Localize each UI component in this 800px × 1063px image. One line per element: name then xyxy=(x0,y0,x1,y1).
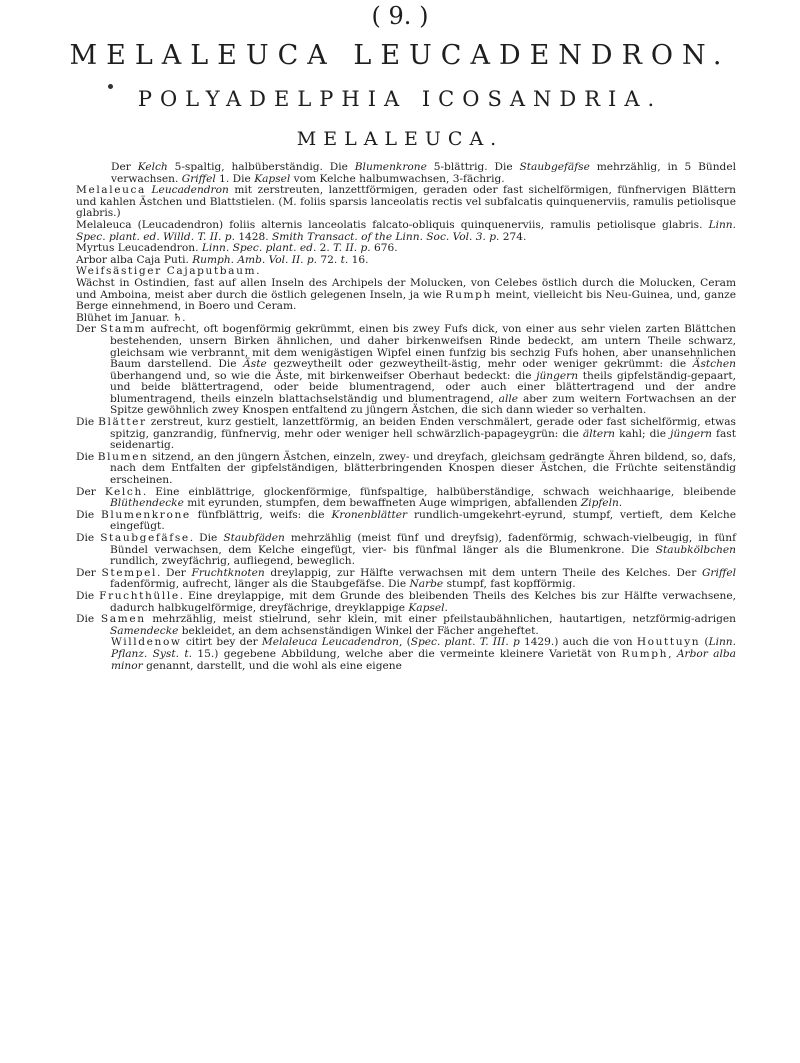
description-fruchthuelle: Die Fruchthülle. Eine dreylappige, mit dem Grunde des bleibenden Theils des Kelches bis zur Hälfte verwachsene, dadurch halbkugelförmige, dreyfächrige, dreyklappige Kapsel. xyxy=(76,589,736,614)
body-text xyxy=(76,162,736,672)
description-kelch: Der Kelch. Eine einblättrige, glockenförmige, fünfspaltige, halbüberständige, schwach weichhaarige, bleibende Blüthendecke mit eyrunden, stumpfen, dem bewaffneten Auge wimprigen, abfallenden Zipfeln. xyxy=(76,485,736,510)
description-stempel: Der Stempel. Der Fruchtknoten dreylappig, zur Hälfte verwachsen mit dem untern Theile des Kelches. Der Griffel fadenförmig, aufrecht, länger als die Staubgefäfse. Die Narbe stumpf, fast kopfförmig. xyxy=(76,566,737,591)
closing-remark: Willdenow citirt bey der Melaleuca Leucadendron, (Spec. plant. T. III. p 1429.) auch die von Houttuyn (Linn. Pflanz. Syst. t. 15.) gegebene Abbildung, welche aber die vermeinte kleinere Varietät von Rumph, Arbor alba minor genannt, darstellt, und die wohl als eine eigene xyxy=(111,636,736,672)
description-blumen: Die Blumen sitzend, an den jüngern Ästchen, einzeln, zwey- und dreyfach, gleichsam gedrängte Ähren bildend, so, dafs, nach dem Entfalten der gipfelständigen, blätterbringenden Knospen dieser Ästchen, die Früchte seitenständig erscheinen. xyxy=(76,450,736,487)
description-stamm: Der Stamm aufrecht, oft bogenförmig gekrümmt, einen bis zwey Fufs dick, von einer aus sehr vielen zarten Blättchen bestehenden, unsern Birken ähnlichen, und daher birkenweifsen Rinde bedeckt, am untern Theile schwarz, gleichsam wie verbrannt, mit dem wenigästigen Wipfel einen funfzig bis sechzig Fufs hohen, aber unansehnlichen Baum darstellend. Die Äste gezweytheilt oder gezweytheilt-ästig, mehr oder weniger gekrümmt: die Ästchen überhangend und, so wie die Äste, mit birkenweifser Oberhaut bedeckt: die jüngern theils gipfelständig-gepaart, und beide blättertragend, oder beide blumentragend, oder auch einer blättertragend und der andre blumentragend, theils einzeln blattachselständig und blumentragend, alle aber zum weitern Fortwachsen an der Spitze gewöhnlich zwey Knospen entfaltend zu jüngern Ästchen, die sich dann wieder so verhalten. xyxy=(76,323,736,417)
synonym-line: Arbor alba Caja Puti. Rumph. Amb. Vol. II. p. 72. t. 16. xyxy=(76,253,369,266)
habitat: Wächst in Ostindien, fast auf allen Inseln des Archipels der Molucken, von Celebes östlich durch die Molucken, Ceram und Amboina, meist aber durch die östlich gelegenen Inseln, ja wie Rumph meint, vielleicht bis Neu-Guinea, und, ganze Berge einnehmend, in Boero und Ceram. xyxy=(76,276,736,313)
genus-heading: MELALEUCA. xyxy=(296,128,504,150)
genus-species-title: MELALEUCA LEUCADENDRON. xyxy=(69,40,731,71)
synonym-line: Melaleuca (Leucadendron) foliis alternis lanceolatis falcato-obliquis quinquenerviis, ramulis petiolisque glabris. Linn. Spec. plant. ed. Willd. T. II. p. 1428. Smith Transact. of the Linn. Soc. Vol. 3. p. 274. xyxy=(76,218,736,243)
description-staubgefaesse: Die Staubgefäfse. Die Staubfäden mehrzählig (meist fünf und dreyfsig), fadenförmig, schwach-vielbeugig, in fünf Bündel verwachsen, dem Kelche eingefügt, vier- bis fünfmal länger als die Blumenkrone. Die Staubkölbchen rundlich, zweyfächrig, aufliegend, beweglich. xyxy=(76,532,736,568)
description-samen: Die Samen mehrzählig, meist stielrund, sehr klein, mit einer pfeilstaubähnlichen, hautartigen, netzförmig-adrigen Samendecke bekleidet, an dem achsenständigen Winkel der Fächer angeheftet. xyxy=(76,613,736,637)
linnaean-class-title: POLYADELPHIA ICOSANDRIA. xyxy=(137,87,663,111)
flowering-time: Blühet im Januar. ♄. xyxy=(76,311,186,324)
description-blaetter: Die Blätter zerstreut, kurz gestielt, lanzettförmig, an beiden Enden verschmälert, gerade oder fast sichelförmig, etwas spitzig, ganzrandig, fünfnervig, mehr oder weniger hell schwärzlich-papageygrün: die ältern kahl; die jüngern fast seidenartig. xyxy=(76,416,736,452)
page-number: ( 9. ) xyxy=(371,2,429,30)
synonym-line: Myrtus Leucadendron. Linn. Spec. plant. ed. 2. T. II. p. 676. xyxy=(76,242,398,255)
common-name: Weifsästiger Cajaputbaum. xyxy=(76,265,262,278)
description-blumenkrone: Die Blumenkrone fünfblättrig, weifs: die Kronenblätter rundlich-umgekehrt-eyrund, stumpf, vertieft, dem Kelche eingefügt. xyxy=(76,508,736,533)
genus-characters: Der Kelch 5-spaltig, halbüberständig. Die Blumenkrone 5-blättrig. Die Staubgefäfse mehrzählig, in 5 Bündel verwachsen. Griffel 1. Die Kapsel vom Kelche halbumwachsen, 3-fächrig. xyxy=(111,161,736,185)
species-diagnosis: Melaleuca Leucadendron mit zerstreuten, lanzettförmigen, geraden oder fast sichelförmigen, fünfnervigen Blättern und kahlen Ästchen und Blattstielen. (M. foliis sparsis lanceolatis rectis vel subfalcatis quinquenerviis, ramulis petiolisque glabris.) xyxy=(76,184,736,220)
